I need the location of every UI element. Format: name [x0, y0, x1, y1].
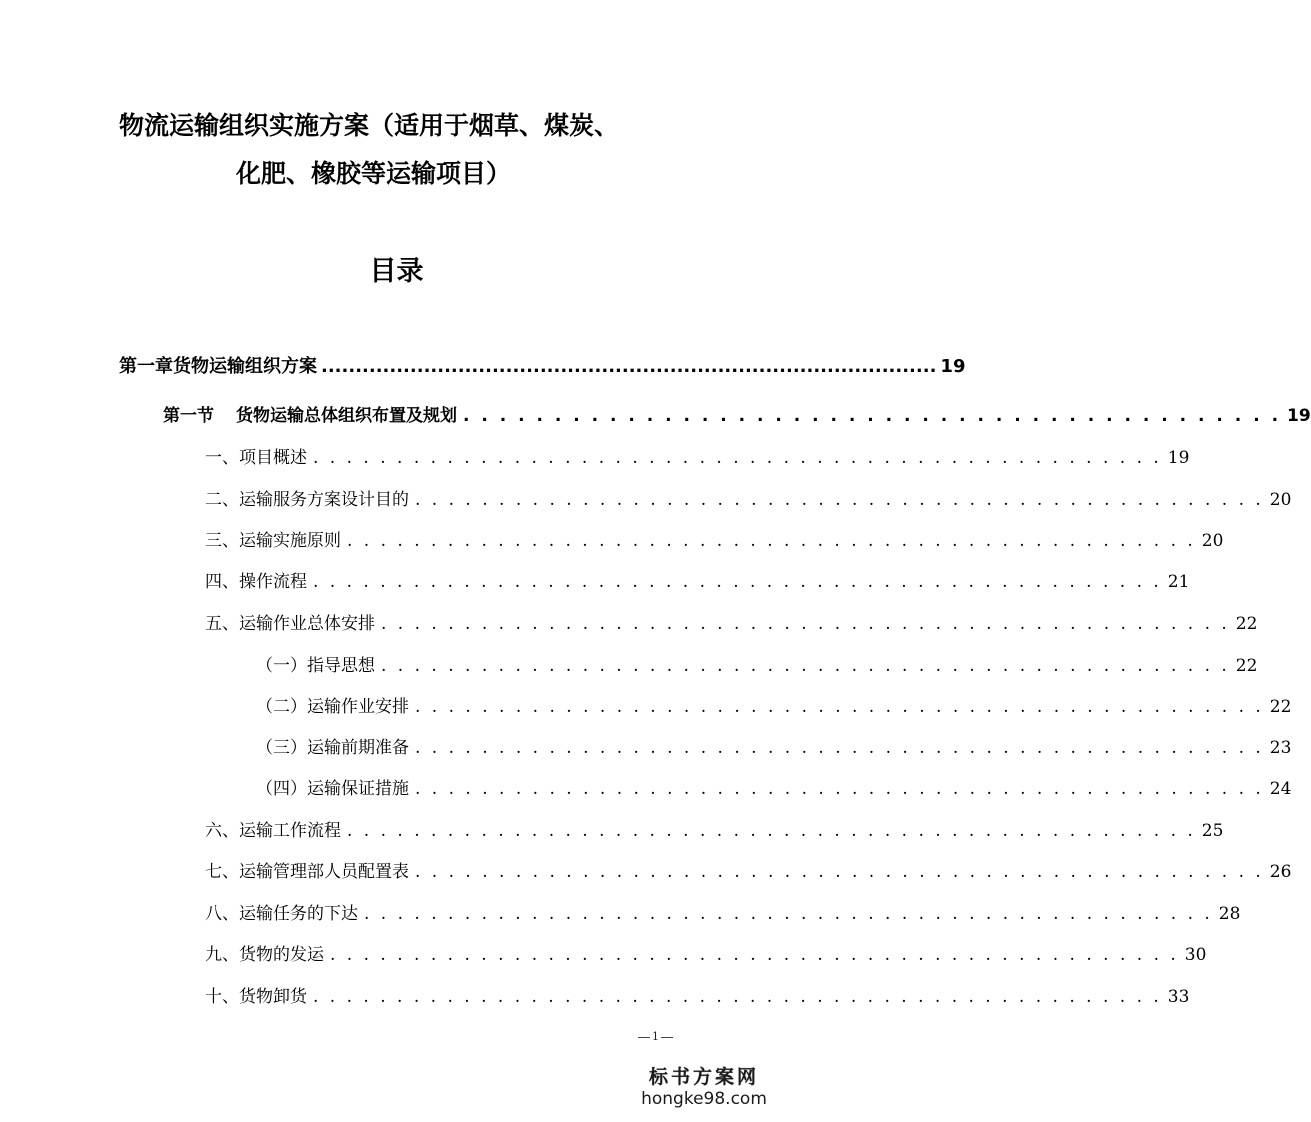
toc-entry-label: 一、项目概述 [205, 448, 307, 468]
toc-entry-3[interactable] [205, 526, 1224, 556]
toc-entry-8[interactable] [205, 899, 1241, 929]
toc-entry-9[interactable] [205, 940, 1207, 970]
toc-entry-label: 九、货物的发运 [205, 945, 324, 965]
toc-entry-label: 四、操作流程 [205, 572, 307, 592]
toc-entry-6[interactable] [205, 816, 1224, 846]
toc-entry-page: 19 [1167, 448, 1190, 468]
toc-subentry-4[interactable] [256, 774, 1292, 804]
toc-entry-4[interactable] [205, 567, 1190, 597]
toc-leader-dots: . . . . . . . . . . . . . . . . . . . . . . . . . . . . . . . . . . . . . . . . . . . . . . . . . . . [381, 614, 1230, 634]
toc-leader-dots: . . . . . . . . . . . . . . . . . . . . . . . . . . . . . . . . . . . . . . . . . . . . . . . . . . . [330, 945, 1179, 965]
site-watermark [629, 1066, 779, 1110]
toc-subentry-1[interactable] [256, 651, 1258, 681]
toc-entry-7[interactable] [205, 857, 1292, 887]
page-number [636, 1030, 675, 1043]
toc-entry-label: 十、货物卸货 [205, 987, 307, 1007]
toc-leader-dots: . . . . . . . . . . . . . . . . . . . . . . . . . . . . . . . . . . . . . . . . . . . . . . . . . . . [347, 531, 1196, 551]
toc-entry-5[interactable] [205, 609, 1258, 639]
toc-entry-page: 25 [1201, 821, 1224, 841]
toc-entry-page: 26 [1269, 862, 1292, 882]
toc-entry-page: 28 [1218, 904, 1241, 924]
toc-leader-dots: .......................................................................................... [321, 356, 937, 377]
toc-leader-dots: . . . . . . . . . . . . . . . . . . . . . . . . . . . . . . . . . . . . . . . . . . . . . . . . . . . [415, 738, 1264, 758]
toc-leader-dots: . . . . . . . . . . . . . . . . . . . . . . . . . . . . . . . . . . . . . . . . . . . . . . . . . . . [347, 821, 1196, 841]
toc-entry-label: （二）运输作业安排 [256, 697, 409, 717]
toc-entry-label: 第一章货物运输组织方案 [119, 356, 317, 377]
toc-entry-label: 二、运输服务方案设计目的 [205, 490, 409, 510]
toc-entry-page: 20 [1269, 490, 1292, 510]
toc-leader-dots: . . . . . . . . . . . . . . . . . . . . . . . . . . . . . . . . . . . . . . . . . . . . . . . . . . . [415, 862, 1264, 882]
toc-leader-dots: . . . . . . . . . . . . . . . . . . . . . . . . . . . . . . . . . . . . . . . . . . . . . [463, 406, 1282, 426]
toc-entry-label: 八、运输任务的下达 [205, 904, 358, 924]
toc-entry-10[interactable] [205, 982, 1190, 1012]
toc-entry-label [163, 401, 457, 431]
toc-entry-label: （三）运输前期准备 [256, 738, 409, 758]
toc-entry-label: 五、运输作业总体安排 [205, 614, 375, 634]
toc-section-1[interactable] [163, 401, 1311, 431]
toc-entry-page: 22 [1235, 656, 1258, 676]
watermark-name: 标书方案网 [648, 1066, 759, 1088]
document-title-line-1: 物流运输组织实施方案（适用于烟草、煤炭、 [119, 111, 620, 140]
toc-entry-page: 22 [1235, 614, 1258, 634]
toc-entry-page: 21 [1167, 572, 1190, 592]
toc-entry-label: 六、运输工作流程 [205, 821, 341, 841]
toc-section-number: 第一节 [163, 406, 214, 426]
toc-leader-dots: . . . . . . . . . . . . . . . . . . . . . . . . . . . . . . . . . . . . . . . . . . . . . . . . . . . [415, 697, 1264, 717]
toc-leader-dots: . . . . . . . . . . . . . . . . . . . . . . . . . . . . . . . . . . . . . . . . . . . . . . . . . . . [313, 572, 1162, 592]
toc-leader-dots: . . . . . . . . . . . . . . . . . . . . . . . . . . . . . . . . . . . . . . . . . . . . . . . . . . . [415, 779, 1264, 799]
page-number-dash-left [638, 1037, 650, 1038]
toc-entry-page: 19 [940, 356, 966, 377]
toc-entry-page: 19 [1287, 406, 1311, 426]
toc-entry-page: 33 [1167, 987, 1190, 1007]
toc-entry-label: 三、运输实施原则 [205, 531, 341, 551]
toc-entry-label: （一）指导思想 [256, 656, 375, 676]
toc-leader-dots: . . . . . . . . . . . . . . . . . . . . . . . . . . . . . . . . . . . . . . . . . . . . . . . . . . . [415, 490, 1264, 510]
toc-subentry-2[interactable] [256, 692, 1292, 722]
toc-leader-dots: . . . . . . . . . . . . . . . . . . . . . . . . . . . . . . . . . . . . . . . . . . . . . . . . . . . [313, 448, 1162, 468]
page-number-dash-right [661, 1037, 673, 1038]
toc-entry-1[interactable] [205, 443, 1190, 473]
toc-subentry-3[interactable] [256, 733, 1292, 763]
toc-entry-page: 24 [1269, 779, 1292, 799]
toc-entry-label: （四）运输保证措施 [256, 779, 409, 799]
document-title-line-2: 化肥、橡胶等运输项目） [236, 159, 512, 188]
toc-leader-dots: . . . . . . . . . . . . . . . . . . . . . . . . . . . . . . . . . . . . . . . . . . . . . . . . . . . [381, 656, 1230, 676]
toc-entry-page: 30 [1184, 945, 1207, 965]
watermark-domain: hongke98.com [641, 1089, 767, 1109]
toc-entry-page: 22 [1269, 697, 1292, 717]
toc-entry-page: 23 [1269, 738, 1292, 758]
toc-entry-label: 七、运输管理部人员配置表 [205, 862, 409, 882]
toc-entry-2[interactable] [205, 485, 1292, 515]
toc-leader-dots: . . . . . . . . . . . . . . . . . . . . . . . . . . . . . . . . . . . . . . . . . . . . . . . . . . . [364, 904, 1213, 924]
page-number-value: 1 [652, 1030, 659, 1043]
toc-chapter-1[interactable] [119, 352, 966, 382]
toc-leader-dots: . . . . . . . . . . . . . . . . . . . . . . . . . . . . . . . . . . . . . . . . . . . . . . . . . . . [313, 987, 1162, 1007]
toc-entry-page: 20 [1201, 531, 1224, 551]
toc-section-title: 货物运输总体组织布置及规划 [236, 406, 457, 426]
toc-heading: 目录 [369, 256, 424, 287]
